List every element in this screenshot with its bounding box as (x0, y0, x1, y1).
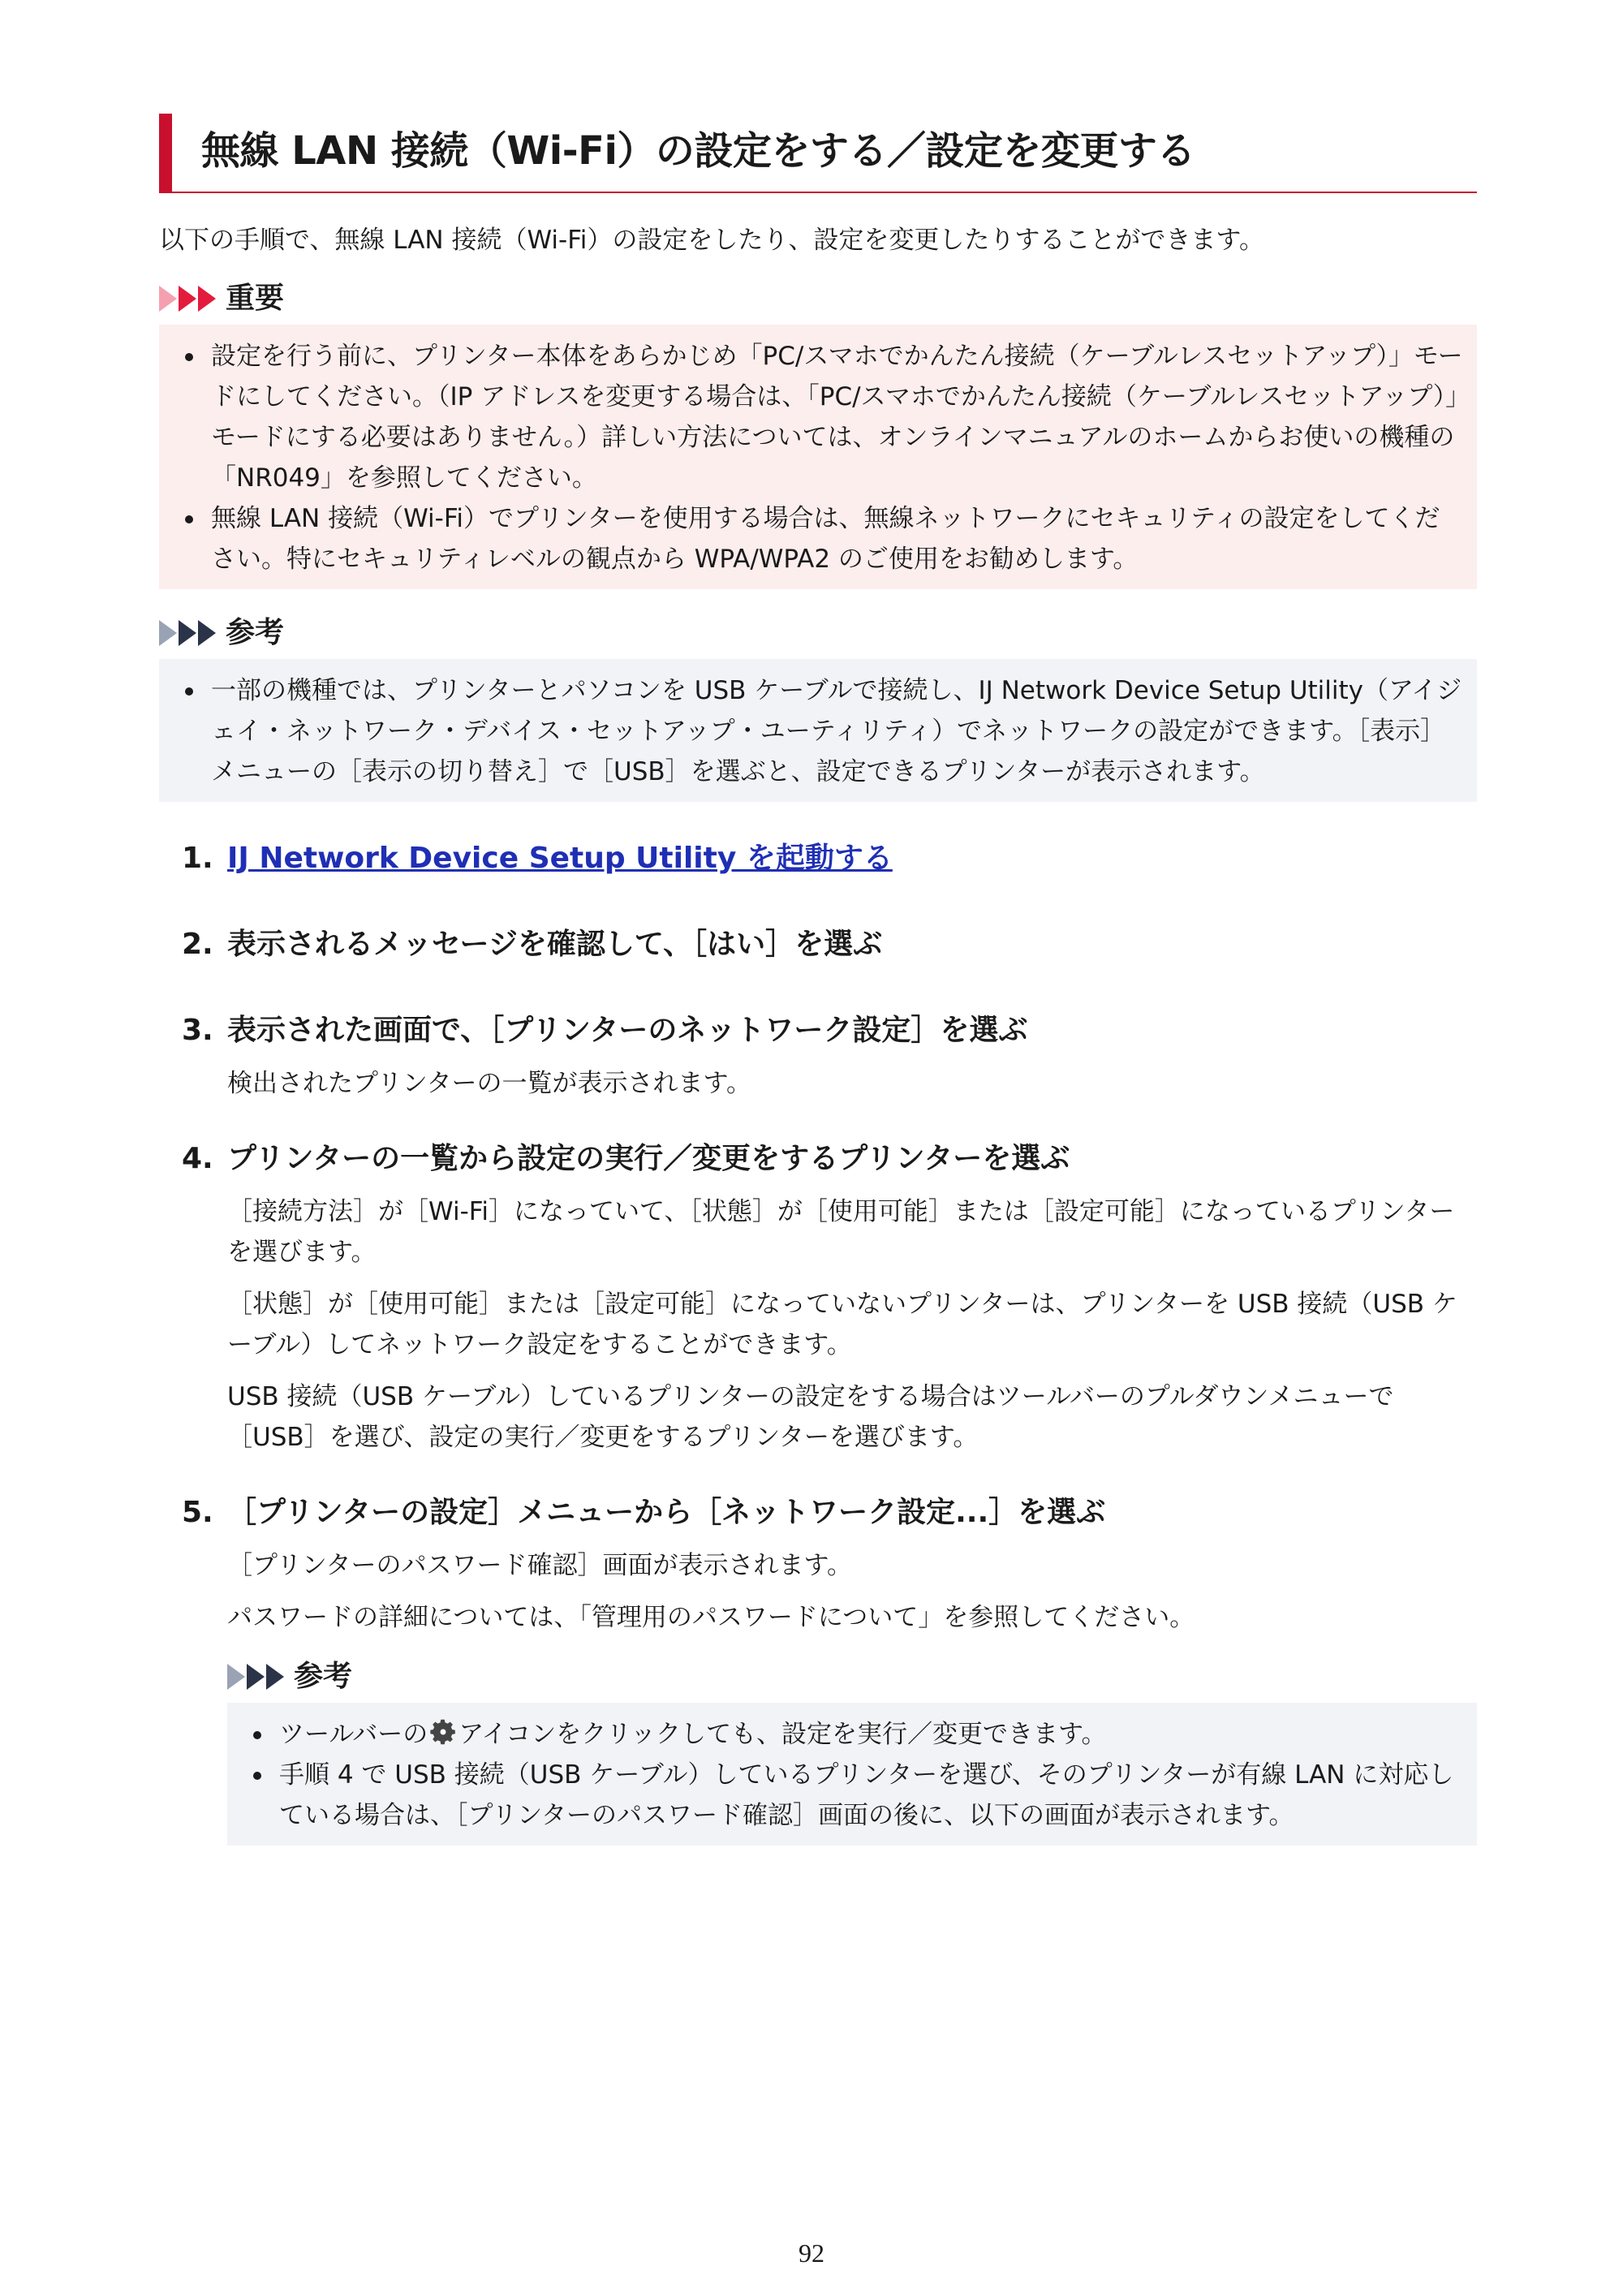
reference-box (227, 1703, 1477, 1846)
step-4 (159, 1138, 1477, 1458)
step-3 (159, 1010, 1477, 1104)
step-number: 3. (182, 1014, 213, 1047)
step-number: 5. (182, 1496, 213, 1529)
title-accent-bar (159, 114, 172, 192)
step-1 (159, 838, 1477, 880)
step-title: 表示された画面で、［プリンターのネットワーク設定］を選ぶ (227, 1014, 1028, 1047)
page-number: 92 (799, 2238, 824, 2268)
step-text: USB 接続（USB ケーブル）しているプリンターの設定をする場合はツールバーのプルダウンメニューで［USB］を選び、設定の実行／変更をするプリンターを選びます。 (227, 1382, 1394, 1452)
important-header (159, 279, 1477, 318)
step-text: 検出されたプリンターの一覧が表示されます。 (227, 1069, 752, 1098)
step-text: ［状態］が［使用可能］または［設定可能］になっていないプリンターは、プリンターを USB 接続（USB ケーブル）してネットワーク設定をすることができます。 (227, 1290, 1457, 1359)
reference-arrows-icon (227, 1664, 286, 1690)
gear-icon (428, 1717, 458, 1747)
step-text: パスワードの詳細については、「管理用のパスワードについて」を参照してください。 (227, 1603, 1195, 1632)
important-box (159, 325, 1477, 589)
reference-arrows-icon (159, 620, 217, 646)
step-number: 1. (182, 842, 213, 875)
reference-header (227, 1657, 1477, 1696)
reference-text: ツールバーの (279, 1720, 428, 1749)
step-text: ［プリンターのパスワード確認］画面が表示されます。 (227, 1551, 853, 1580)
reference-note-2 (227, 1657, 1477, 1846)
reference-header (159, 614, 1477, 653)
important-arrows-icon (159, 286, 217, 312)
reference-label: 参考 (226, 616, 285, 649)
step-text: ［接続方法］が［Wi-Fi］になっていて、［状態］が［使用可能］または［設定可能］になっているプリンターを選びます。 (227, 1197, 1455, 1267)
step-5 (159, 1492, 1477, 1638)
important-item: 無線 LAN 接続（Wi-Fi）でプリンターを使用する場合は、無線ネットワークにセキュリティの設定をしてください。特にセキュリティレベルの観点から WPA/WPA2 のご使用をお勧めします。 (172, 498, 1464, 579)
step-number: 4. (182, 1142, 213, 1175)
step-title: ［プリンターの設定］メニューから［ネットワーク設定...］を選ぶ (227, 1496, 1106, 1529)
reference-text: アイコンをクリックしても、設定を実行／変更できます。 (458, 1720, 1107, 1749)
reference-box (159, 659, 1477, 802)
important-item: 設定を行う前に、プリンター本体をあらかじめ「PC/スマホでかんたん接続（ケーブルレスセットアップ）」モードにしてください。（IP アドレスを変更する場合は、「PC/スマホでかんたん接続（ケーブルレスセットアップ）」モードにする必要はありません。）詳しい方法については、オンラインマニュアルのホームからお使いの機種の「NR049」を参照してください。 (172, 336, 1464, 498)
step-title: プリンターの一覧から設定の実行／変更をするプリンターを選ぶ (227, 1142, 1070, 1175)
launch-utility-link[interactable]: IJ Network Device Setup Utility を起動する (227, 842, 893, 875)
reference-item (240, 1714, 1464, 1755)
intro-text: 以下の手順で、無線 LAN 接続（Wi-Fi）の設定をしたり、設定を変更したりすることができます。 (159, 226, 1264, 255)
step-title: 表示されるメッセージを確認して、［はい］を選ぶ (227, 928, 883, 961)
reference-item: 一部の機種では、プリンターとパソコンを USB ケーブルで接続し、IJ Network Device Setup Utility（アイジェイ・ネットワーク・デバイス・セットアップ・ユーティリティ）でネットワークの設定ができます。［表示］メニューの［表示の切り替え］で［USB］を選ぶと、設定できるプリンターが表示されます。 (172, 670, 1464, 792)
step-number: 2. (182, 928, 213, 961)
section-header (159, 114, 1477, 193)
reference-label: 参考 (294, 1660, 353, 1693)
steps-list (159, 838, 1477, 1846)
page-title: 無線 LAN 接続（Wi-Fi）の設定をする／設定を変更する (201, 128, 1195, 174)
step-2 (159, 924, 1477, 966)
manual-page (159, 114, 1477, 1846)
important-label: 重要 (226, 282, 285, 315)
reference-item: 手順 4 で USB 接続（USB ケーブル）しているプリンターを選び、そのプリンターが有線 LAN に対応している場合は、［プリンターのパスワード確認］画面の後に、以下の画面が表示されます。 (240, 1755, 1464, 1836)
